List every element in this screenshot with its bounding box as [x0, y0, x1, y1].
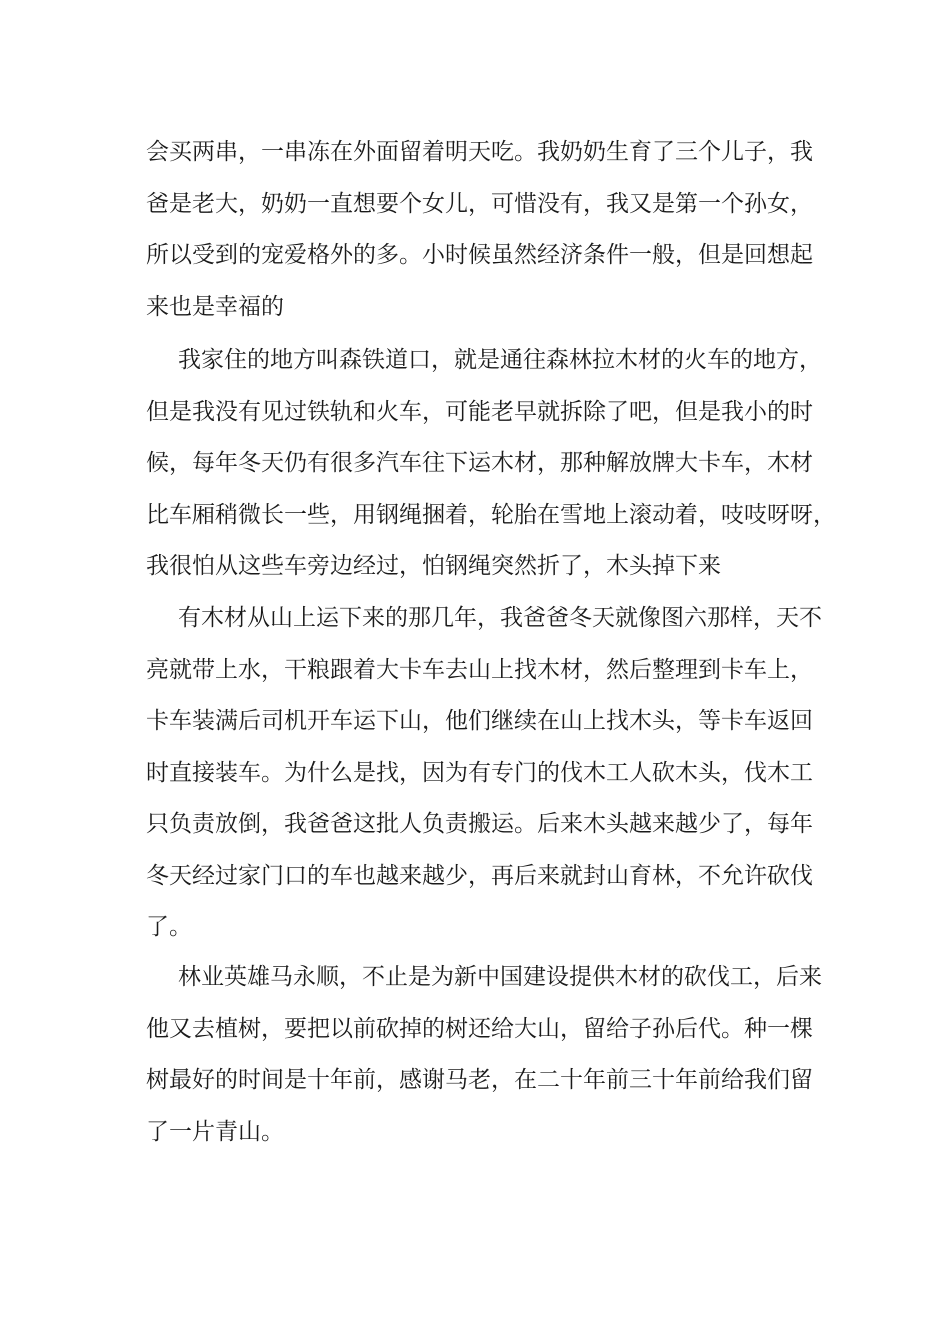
text-line: 会买两串，一串冻在外面留着明天吃。我奶奶生育了三个儿子，我 [146, 139, 813, 165]
text-line: 爸是老大，奶奶一直想要个女儿，可惜没有，我又是第一个孙女， [146, 190, 813, 217]
text-line: 我家住的地方叫森铁道口，就是通往森林拉木材的火车的地方， [178, 347, 822, 373]
text-line: 候，每年冬天仍有很多汽车往下运木材，那种解放牌大卡车，木材 [146, 450, 813, 476]
text-line: 我很怕从这些车旁边经过，怕钢绳突然折了，木头掉下来 [146, 553, 721, 579]
text-line: 但是我没有见过铁轨和火车，可能老早就拆除了吧，但是我小的时 [146, 398, 813, 425]
text-line: 来也是幸福的 [146, 293, 284, 320]
paragraph-timber-years [146, 593, 822, 954]
text-line: 所以受到的宠爱格外的多。小时候虽然经济条件一般，但是回想起 [146, 242, 813, 268]
text-line: 亮就带上水，干粮跟着大卡车去山上找木材，然后整理到卡车上， [146, 656, 813, 683]
text-line: 林业英雄马永顺，不止是为新中国建设提供木材的砍伐工，后来 [178, 964, 822, 990]
paragraph-home-crossing [146, 335, 836, 593]
paragraph-forestry-hero [146, 952, 822, 1158]
text-line: 只负责放倒，我爸爸这批人负责搬运。后来木头越来越少了，每年 [146, 811, 813, 837]
text-line: 了。 [146, 914, 192, 940]
text-line: 树最好的时间是十年前，感谢马老，在二十年前三十年前给我们留 [146, 1067, 813, 1093]
text-line: 比车厢稍微长一些，用钢绳捆着，轮胎在雪地上滚动着，吱吱呀呀， [146, 501, 836, 528]
text-line: 时直接装车。为什么是找，因为有专门的伐木工人砍木头，伐木工 [146, 759, 813, 786]
paragraph-childhood [146, 127, 813, 333]
text-line: 他又去植树，要把以前砍掉的树还给大山，留给子孙后代。种一棵 [146, 1015, 813, 1042]
text-line: 卡车装满后司机开车运下山，他们继续在山上找木头，等卡车返回 [146, 708, 813, 734]
text-line: 了一片青山。 [146, 1118, 284, 1145]
text-line: 有木材从山上运下来的那几年，我爸爸冬天就像图六那样，天不 [178, 605, 822, 631]
text-line: 冬天经过家门口的车也越来越少，再后来就封山育林，不允许砍伐 [146, 862, 813, 889]
